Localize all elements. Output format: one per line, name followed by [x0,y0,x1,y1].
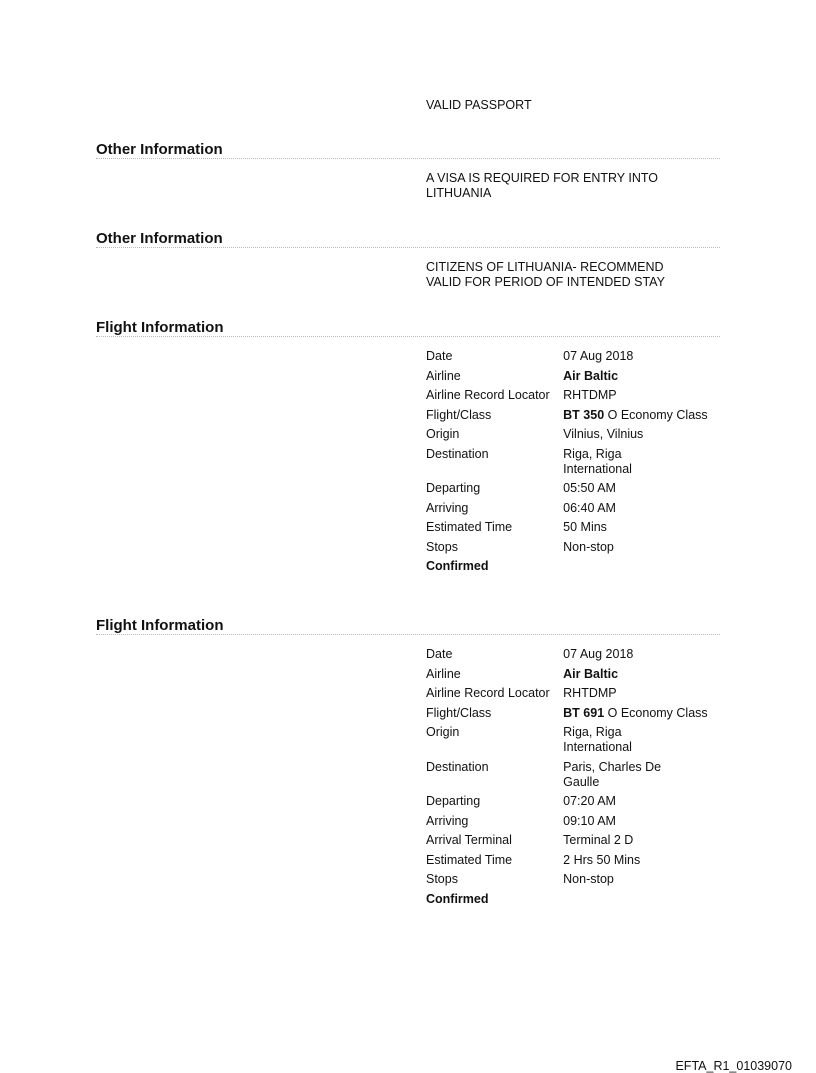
field-label: Departing [426,794,481,808]
arrival-terminal-value: Terminal 2 D [563,833,634,847]
flight-row-destination [426,447,726,482]
record-locator: RHTDMP [563,388,617,402]
flight-row-stops [426,540,726,560]
section-heading-flight-information: Flight Information [96,319,224,336]
booking-status: Confirmed [426,891,489,906]
flight-row-estimated-time [426,853,726,873]
flight-row-stops [426,872,726,892]
visa-info-line: LITHUANIA [426,186,492,200]
flight-row-airline [426,369,726,389]
flight-class-value [563,408,726,428]
origin-value: Vilnius, Vilnius [563,427,644,441]
field-label: Origin [426,427,460,441]
destination-value: Paris, Charles De Gaulle [563,759,662,789]
destination-value: Riga, Riga International [563,446,632,476]
field-value: 07 Aug 2018 [563,647,634,661]
flight-row-flight-class [426,408,726,428]
citizens-info-line: VALID FOR PERIOD OF INTENDED STAY [426,275,665,289]
field-label: Flight/Class [426,407,492,422]
field-label: Estimated Time [426,520,513,534]
field-label: Airline [426,666,461,681]
flight-row-origin [426,427,726,447]
visa-info-line: A VISA IS REQUIRED FOR ENTRY INTO [426,171,659,185]
field-label: Airline Record Locator [426,686,550,700]
empty-cell [563,892,726,912]
field-label: Arriving [426,500,469,515]
flight-row-status [426,892,726,912]
flight-row-record-locator [426,686,726,706]
field-label: Arriving [426,813,469,828]
field-label: Date [426,349,453,363]
flight-row-departing [426,794,726,814]
airline-name: Air Baltic [563,666,619,681]
record-locator: RHTDMP [563,686,617,700]
origin-value: Riga, Riga International [563,725,632,754]
section-heading-other-information: Other Information [96,230,223,247]
flight-details-table [426,349,726,579]
field-label: Origin [426,725,460,739]
field-label: Destination [426,446,489,461]
section-divider [96,158,720,159]
section-divider [96,247,720,248]
stops-value: Non-stop [563,539,614,554]
stops-value: Non-stop [563,872,614,886]
arriving-time: 06:40 AM [563,500,616,515]
field-label: Airline Record Locator [426,388,550,402]
flight-row-flight-class [426,706,726,726]
cabin-class: O Economy Class [604,407,708,422]
flight-row-departing [426,481,726,501]
visa-info-text [426,171,726,201]
flight-row-destination [426,760,726,795]
airline-name: Air Baltic [563,368,619,383]
field-label: Stops [426,539,458,554]
departing-time: 07:20 AM [563,794,616,808]
estimated-time-value: 2 Hrs 50 Mins [563,852,641,867]
field-label: Destination [426,759,489,774]
flight-class-value [563,706,726,726]
flight-row-estimated-time [426,520,726,540]
flight-number: BT 691 [563,705,605,720]
section-heading-flight-information: Flight Information [96,617,224,634]
section-divider [96,336,720,337]
field-value: 07 Aug 2018 [563,349,634,363]
departing-time: 05:50 AM [563,481,616,495]
flight-row-arrival-terminal [426,833,726,853]
citizens-info-line: CITIZENS OF LITHUANIA- RECOMMEND [426,260,664,274]
flight-row-date [426,647,726,667]
flight-row-arriving [426,814,726,834]
field-label: Estimated Time [426,852,513,867]
field-label: Departing [426,481,481,495]
field-label: Arrival Terminal [426,833,512,847]
flight-row-record-locator [426,388,726,408]
field-label: Stops [426,872,458,886]
field-label: Airline [426,368,461,383]
flight-row-date [426,349,726,369]
flight-row-status [426,559,726,579]
field-label: Date [426,647,453,661]
flight-row-airline [426,667,726,687]
document-id: EFTA_R1_01039070 [675,1059,792,1073]
arriving-time: 09:10 AM [563,813,616,828]
booking-status: Confirmed [426,559,489,573]
empty-cell [563,559,726,579]
flight-row-arriving [426,501,726,521]
passport-requirement-text: VALID PASSPORT [426,98,532,112]
section-divider [96,634,720,635]
cabin-class: O Economy Class [604,705,708,720]
flight-row-origin [426,725,726,760]
flight-number: BT 350 [563,407,605,422]
flight-details-table [426,647,726,911]
estimated-time-value: 50 Mins [563,520,607,534]
section-heading-other-information: Other Information [96,141,223,158]
field-label: Flight/Class [426,705,492,720]
citizens-info-text [426,260,726,290]
